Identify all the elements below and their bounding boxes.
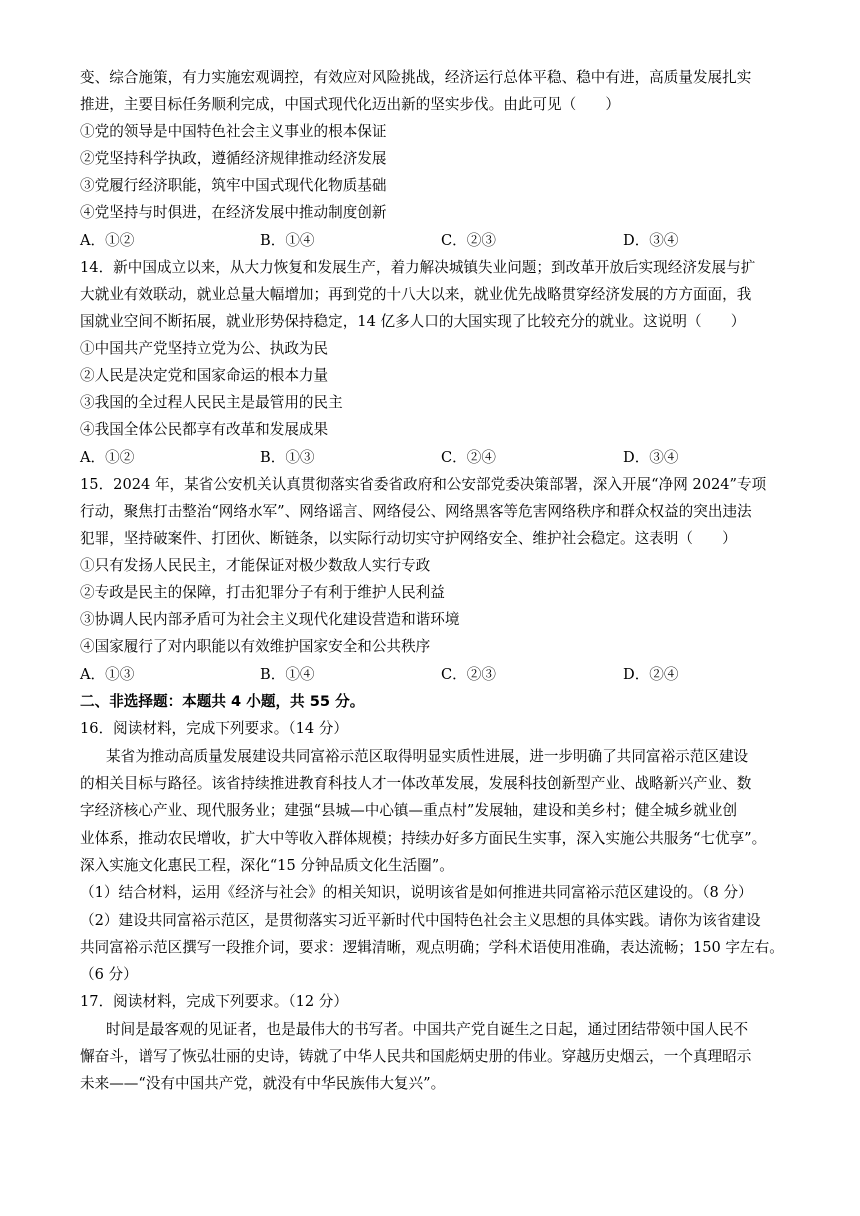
q16-sub-question-2: （2）建设共同富裕示范区，是贯彻落实习近平新时代中国特色社会主义思想的具体实践。请你为该省建设: [80, 912, 761, 929]
q14-stem-line: 国就业空间不断拓展，就业形势保持稳定，14 亿多人口的大国实现了比较充分的就业。这说明（ ）: [80, 313, 746, 330]
q14-statement: ④我国全体公民都享有改革和发展成果: [80, 421, 329, 438]
q13-option-c[interactable]: C．②③: [441, 232, 496, 249]
q15-stem-line: 行动，聚焦打击整治“网络水军”、网络谣言、网络侵公、网络黑客等危害网络秩序和群众权益的突出违法: [80, 503, 752, 520]
q13-option-d[interactable]: D．③④: [623, 232, 679, 249]
q14-statement: ②人民是决定党和国家命运的根本力量: [80, 367, 329, 384]
q17-title: 17．阅读材料，完成下列要求。（12 分）: [80, 993, 348, 1010]
q14-option-c[interactable]: C．②④: [441, 449, 496, 466]
q13-option-b[interactable]: B．①④: [260, 232, 315, 249]
q14-option-b[interactable]: B．①③: [260, 449, 315, 466]
q16-material-line: 的相关目标与路径。该省持续推进教育科技人才一体改革发展，发展科技创新型产业、战略新兴产业、数: [80, 775, 752, 792]
section-heading: 二、非选择题：本题共 4 小题，共 55 分。: [80, 693, 365, 710]
q15-stem-line: 15．2024 年，某省公安机关认真贯彻落实省委省政府和公安部党委决策部署，深入开展“净网 2024”专项: [80, 476, 767, 493]
q15-option-a[interactable]: A．①③: [80, 666, 135, 683]
q15-statement: ③协调人民内部矛盾可为社会主义现代化建设营造和谐环境: [80, 611, 460, 628]
q16-sub-question-1: （1）结合材料，运用《经济与社会》的相关知识，说明该省是如何推进共同富裕示范区建设的。（8 分）: [80, 884, 753, 901]
q15-stem-line: 犯罪，坚持破案件、打团伙、断链条，以实际行动切实守护网络安全、维护社会稳定。这表明（ ）: [80, 530, 737, 547]
q15-statement: ①只有发扬人民民主，才能保证对极少数敌人实行专政: [80, 557, 431, 574]
q13-statement: ④党坚持与时俱进，在经济发展中推动制度创新: [80, 204, 387, 221]
q17-material-line: 未来——“没有中国共产党，就没有中华民族伟大复兴”。: [80, 1075, 446, 1092]
q14-statement: ③我国的全过程人民民主是最管用的民主: [80, 394, 343, 411]
q14-stem-line: 14．新中国成立以来，从大力恢复和发展生产，着力解决城镇失业问题；到改革开放后实现经济发展与扩: [80, 259, 756, 276]
q15-statement: ④国家履行了对内职能以有效维护国家安全和公共秩序: [80, 638, 431, 655]
q13-option-a[interactable]: A．①②: [80, 232, 135, 249]
q14-option-d[interactable]: D．③④: [623, 449, 679, 466]
q15-option-c[interactable]: C．②③: [441, 666, 496, 683]
q16-material-line: 某省为推动高质量发展建设共同富裕示范区取得明显实质性进展，进一步明确了共同富裕示范区建设: [106, 748, 749, 765]
q13-stem-line: 变、综合施策，有力实施宏观调控，有效应对风险挑战，经济运行总体平稳、稳中有进，高质量发展扎实: [80, 69, 752, 86]
q13-statement: ②党坚持科学执政，遵循经济规律推动经济发展: [80, 150, 387, 167]
q15-option-d[interactable]: D．②④: [623, 666, 679, 683]
q16-material-line: 字经济核心产业、现代服务业；建强“县城—中心镇—重点村”发展轴，建设和美乡村；健全城乡就业创: [80, 802, 738, 819]
q16-sub-question-2: 共同富裕示范区撰写一段推介词，要求：逻辑清晰，观点明确；学科术语使用准确，表达流畅；150 字左右。: [80, 939, 784, 956]
q13-statement: ①党的领导是中国特色社会主义事业的根本保证: [80, 123, 387, 140]
q13-stem-line: 推进，主要目标任务顺利完成，中国式现代化迈出新的坚实步伐。由此可见（ ）: [80, 96, 620, 113]
q13-statement: ③党履行经济职能，筑牢中国式现代化物质基础: [80, 177, 387, 194]
q17-material-line: 懈奋斗，谱写了恢弘壮丽的史诗，铸就了中华人民共和国彪炳史册的伟业。穿越历史烟云，一个真理昭示: [80, 1048, 752, 1065]
q15-statement: ②专政是民主的保障，打击犯罪分子有利于维护人民利益: [80, 584, 445, 601]
q14-statement: ①中国共产党坚持立党为公、执政为民: [80, 340, 329, 357]
q14-option-a[interactable]: A．①②: [80, 449, 135, 466]
q16-sub-question-2: （6 分）: [80, 966, 138, 983]
q17-material-line: 时间是最客观的见证者，也是最伟大的书写者。中国共产党自诞生之日起，通过团结带领中国人民不: [106, 1021, 749, 1038]
q16-material-line: 业体系，推动农民增收，扩大中等收入群体规模；持续办好多方面民生实事，深入实施公共服务“七优享”。: [80, 830, 767, 847]
q15-option-b[interactable]: B．①④: [260, 666, 315, 683]
q14-stem-line: 大就业有效联动，就业总量大幅增加；再到党的十八大以来，就业优先战略贯穿经济发展的方方面面，我: [80, 286, 752, 303]
q16-material-line: 深入实施文化惠民工程，深化“15 分钟品质文化生活圈”。: [80, 857, 454, 874]
q16-title: 16．阅读材料，完成下列要求。（14 分）: [80, 720, 348, 737]
